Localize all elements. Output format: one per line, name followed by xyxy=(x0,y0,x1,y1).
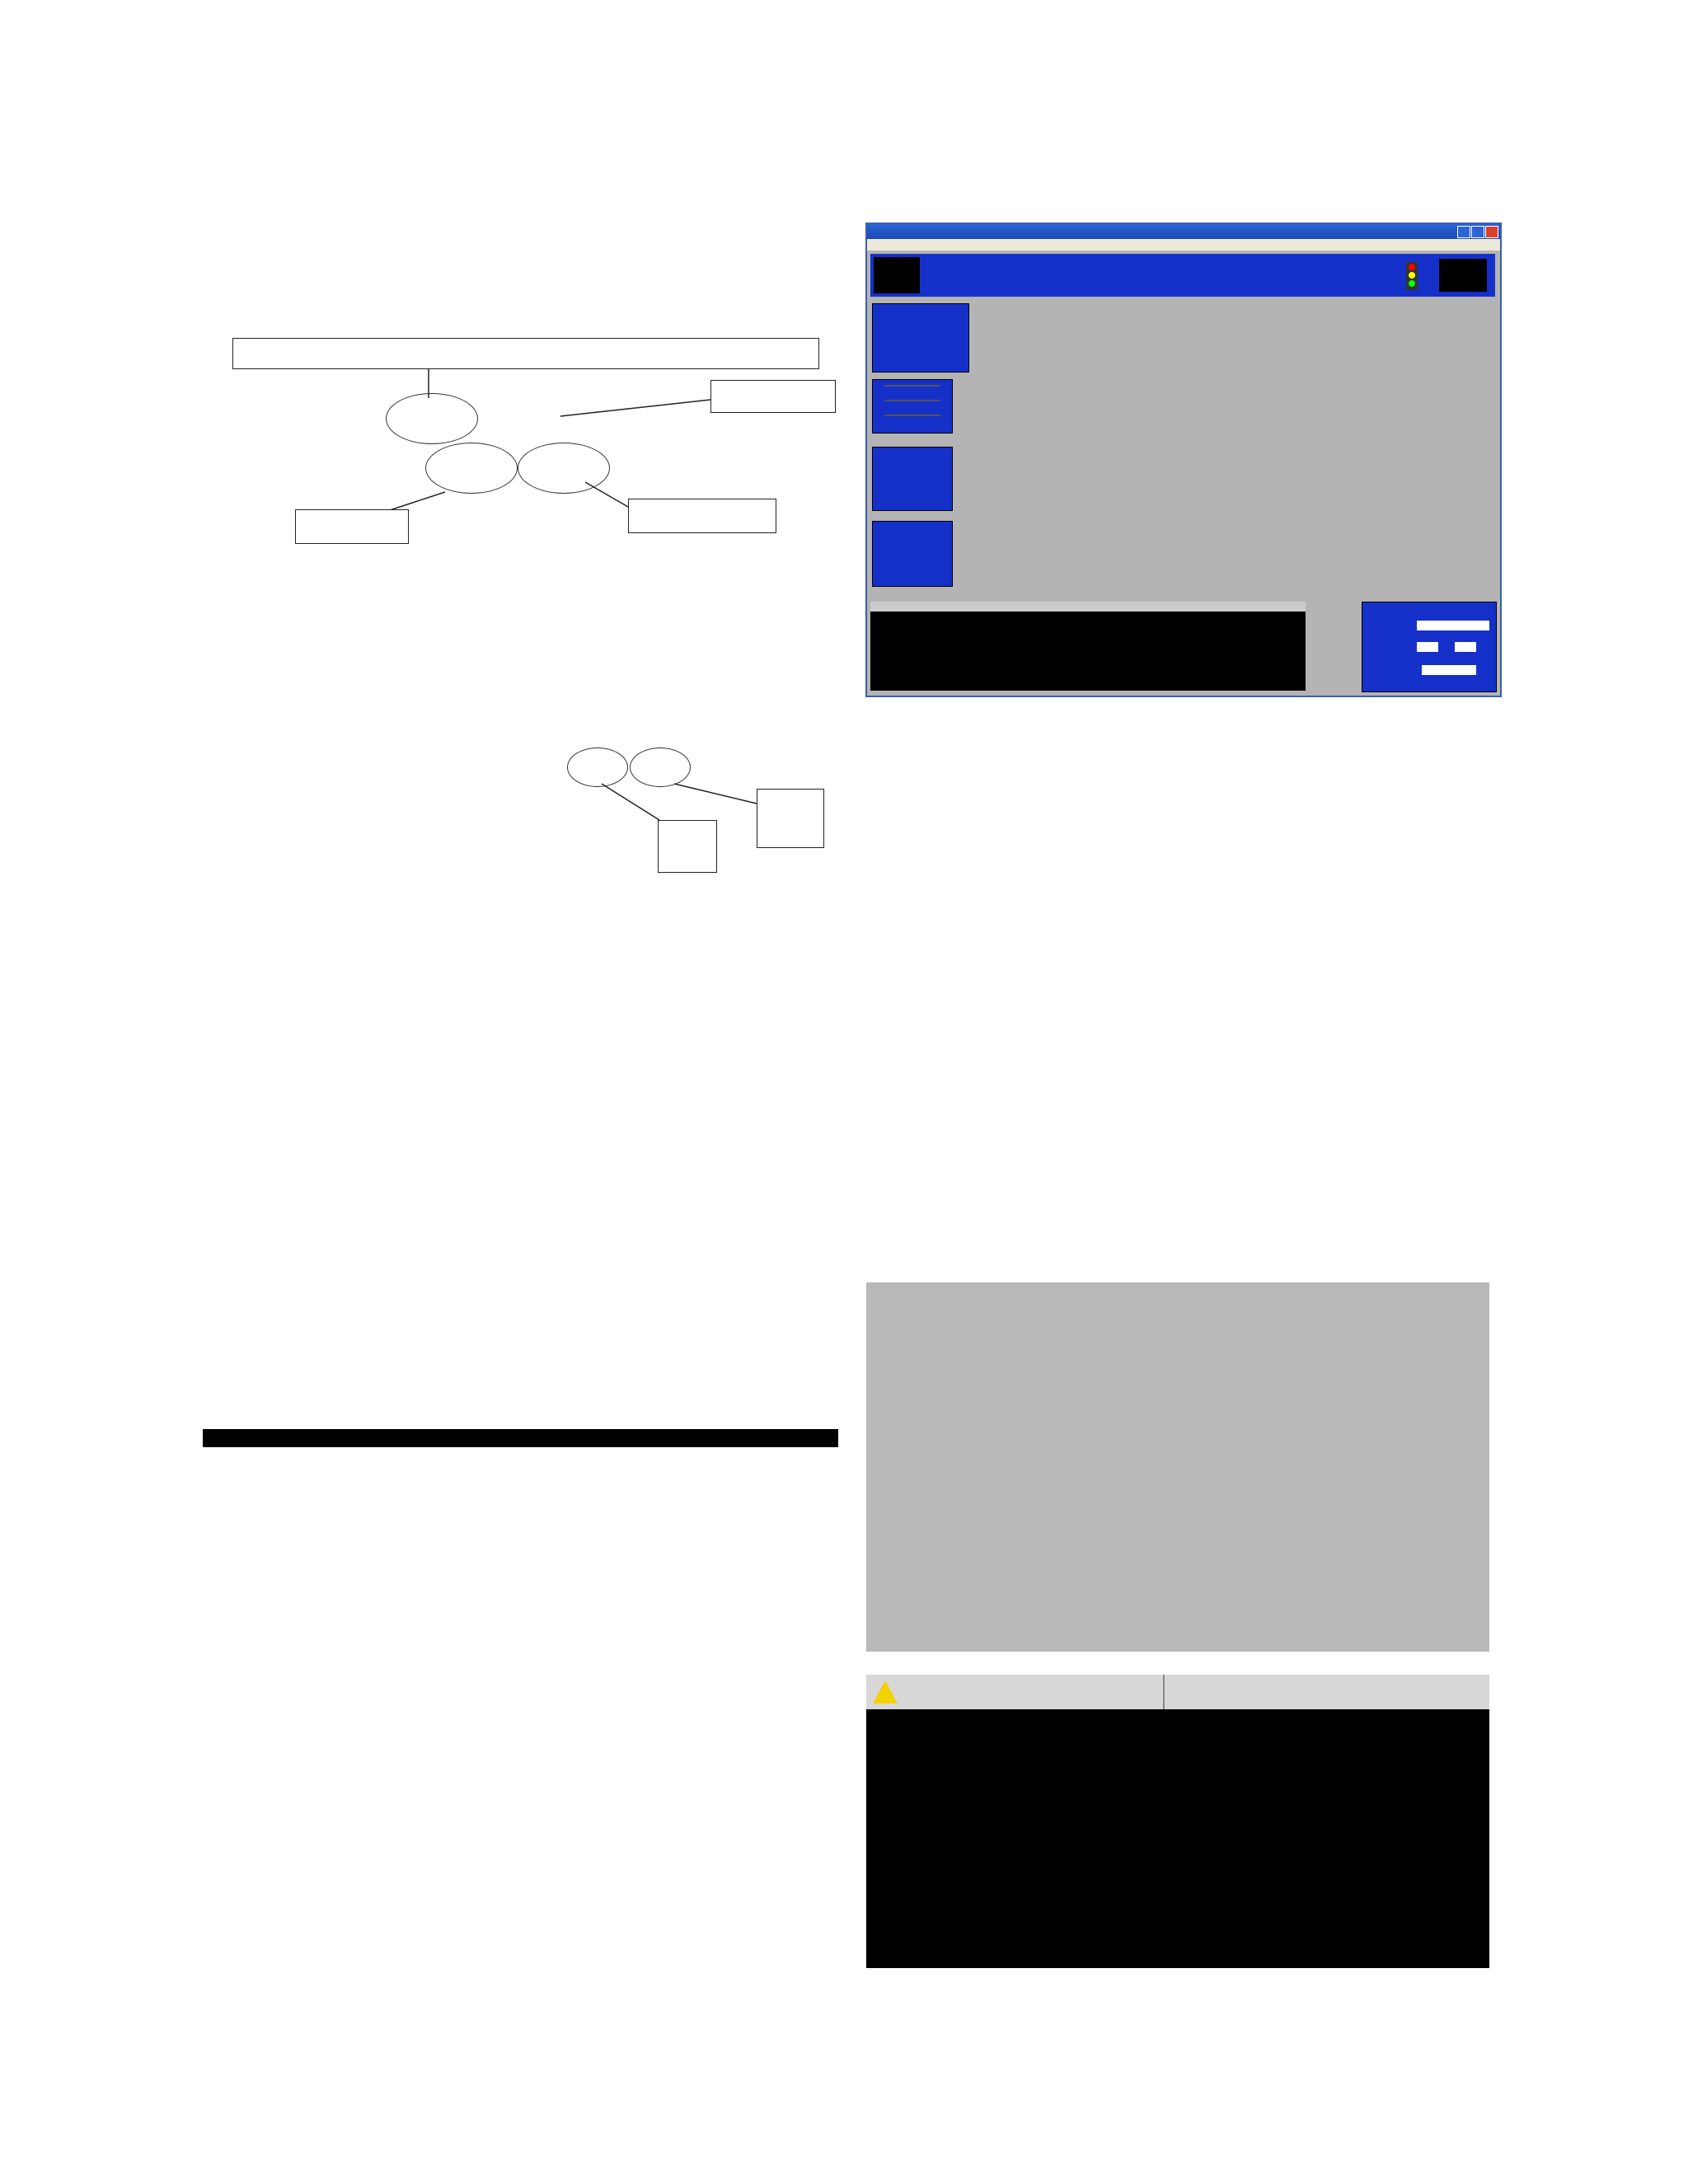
low-word-label xyxy=(295,509,409,544)
figure-10-diagram xyxy=(866,1282,1489,1652)
manual-button[interactable] xyxy=(884,415,940,416)
menu-bar[interactable] xyxy=(867,239,1500,251)
figure-8-diagram xyxy=(223,738,849,878)
high-word-label xyxy=(757,789,824,848)
scada-window xyxy=(865,223,1502,697)
minimize-icon[interactable] xyxy=(1457,226,1470,238)
toolbar xyxy=(870,254,1495,297)
column-divider xyxy=(1163,1675,1165,1709)
auto-button[interactable] xyxy=(884,400,940,401)
readings-panel-2 xyxy=(872,521,953,587)
figure-7-diagram xyxy=(223,334,849,556)
table-cell xyxy=(204,1445,542,1446)
table-cell xyxy=(542,1445,837,1446)
total-alarms-value xyxy=(1422,665,1476,675)
devices-panel xyxy=(872,303,969,373)
substation-diagram xyxy=(866,1282,1489,1652)
window-title-bar xyxy=(867,224,1500,239)
table-3 xyxy=(203,1429,838,1447)
warning-icon xyxy=(873,1680,898,1704)
table-row xyxy=(204,1445,837,1446)
priority-to-field[interactable] xyxy=(1455,642,1476,652)
reset-button[interactable] xyxy=(884,385,940,387)
figure-8-arrows xyxy=(223,738,849,878)
control-panel xyxy=(872,379,953,434)
mini-alarm-header xyxy=(870,602,1306,612)
selection-dropdown[interactable] xyxy=(1417,621,1489,630)
alarm-header xyxy=(866,1675,1489,1709)
traffic-light-icon xyxy=(1406,262,1418,290)
mini-substation-diagram xyxy=(1057,331,1500,570)
close-icon[interactable] xyxy=(1485,226,1498,238)
alarm-messages-panel xyxy=(866,1675,1489,1968)
clock-display xyxy=(874,257,920,293)
low-word-label xyxy=(658,820,717,873)
user-display xyxy=(1439,259,1487,292)
mini-alarm-list xyxy=(870,602,1306,691)
priority-from-field[interactable] xyxy=(1417,642,1438,652)
high-word-label xyxy=(628,499,776,533)
maximize-icon[interactable] xyxy=(1471,226,1484,238)
readings-panel-1 xyxy=(872,447,953,511)
alarm-filter-panel xyxy=(1362,602,1497,692)
